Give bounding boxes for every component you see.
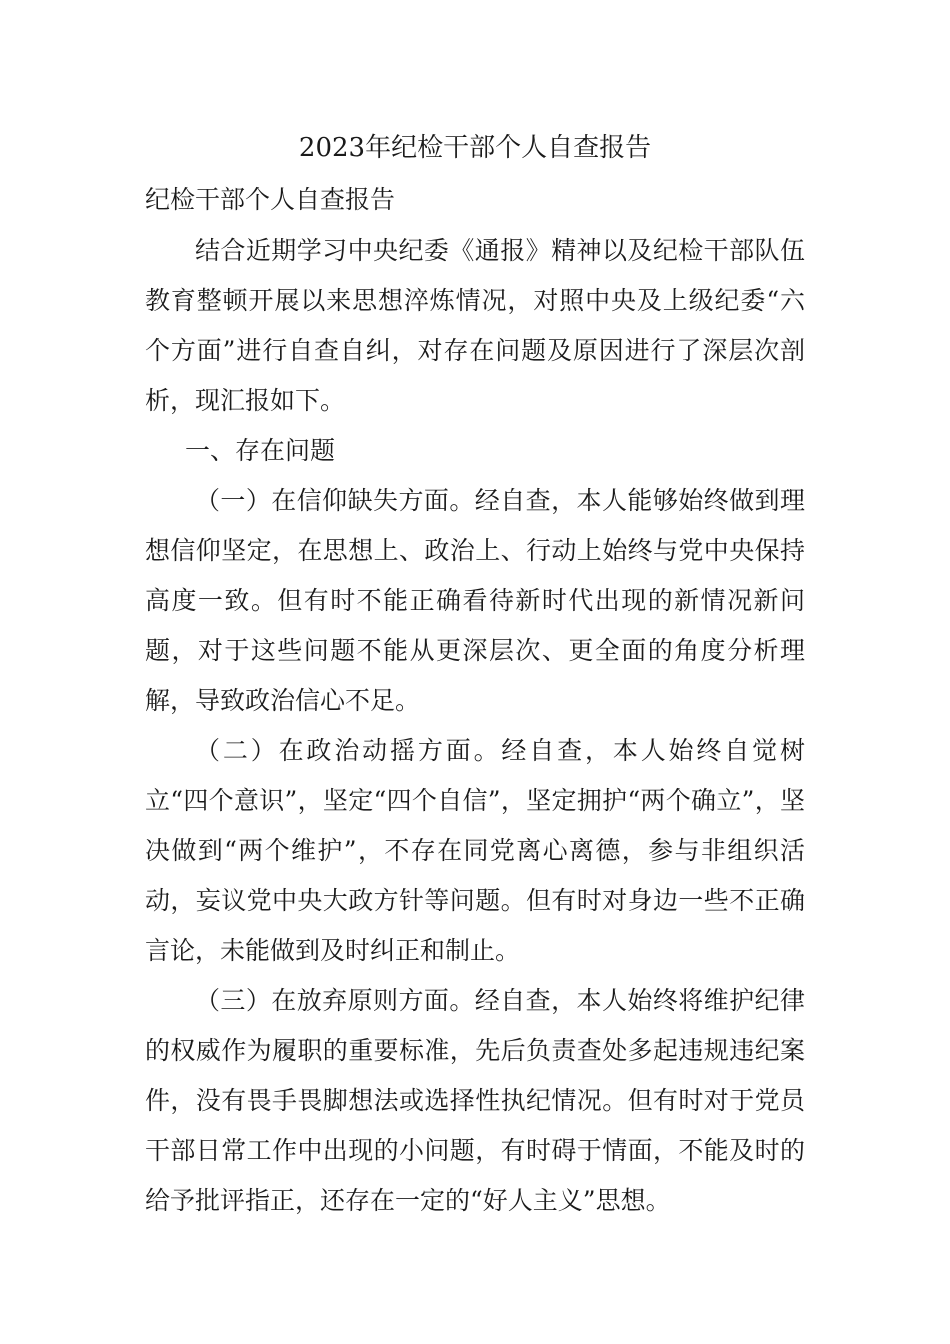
paragraph-item-2: （二）在政治动摇方面。经自查，本人始终自觉树立“四个意识”，坚定“四个自信”，坚定拥护“两个确立”，坚决做到“两个维护”，不存在同党离心离德，参与非组织活动，妄议党中央大政方针等问题。但有时对身边一些不正确言论，未能做到及时纠正和制止。 <box>145 736 805 965</box>
document-title: 2023年纪检干部个人自查报告 <box>298 133 652 163</box>
document-subtitle: 纪检干部个人自查报告 <box>145 185 396 214</box>
paragraph-intro: 结合近期学习中央纪委《通报》精神以及纪检干部队伍教育整顿开展以来思想淬炼情况，对照中央及上级纪委“六个方面”进行自查自纠，对存在问题及原因进行了深层次剖析，现汇报如下。 <box>145 236 805 415</box>
document-body <box>145 226 805 1226</box>
paragraph-item-3: （三）在放弃原则方面。经自查，本人始终将维护纪律的权威作为履职的重要标准，先后负责查处多起违规违纪案件，没有畏手畏脚想法或选择性执纪情况。但有时对于党员干部日常工作中出现的小问题，有时碍于情面，不能及时的给予批评指正，还存在一定的“好人主义”思想。 <box>145 986 805 1215</box>
section-heading: 一、存在问题 <box>185 436 336 465</box>
paragraph-item-1: （一）在信仰缺失方面。经自查，本人能够始终做到理想信仰坚定，在思想上、政治上、行动上始终与党中央保持高度一致。但有时不能正确看待新时代出现的新情况新问题，对于这些问题不能从更深层次、更全面的角度分析理解，导致政治信心不足。 <box>145 486 805 715</box>
